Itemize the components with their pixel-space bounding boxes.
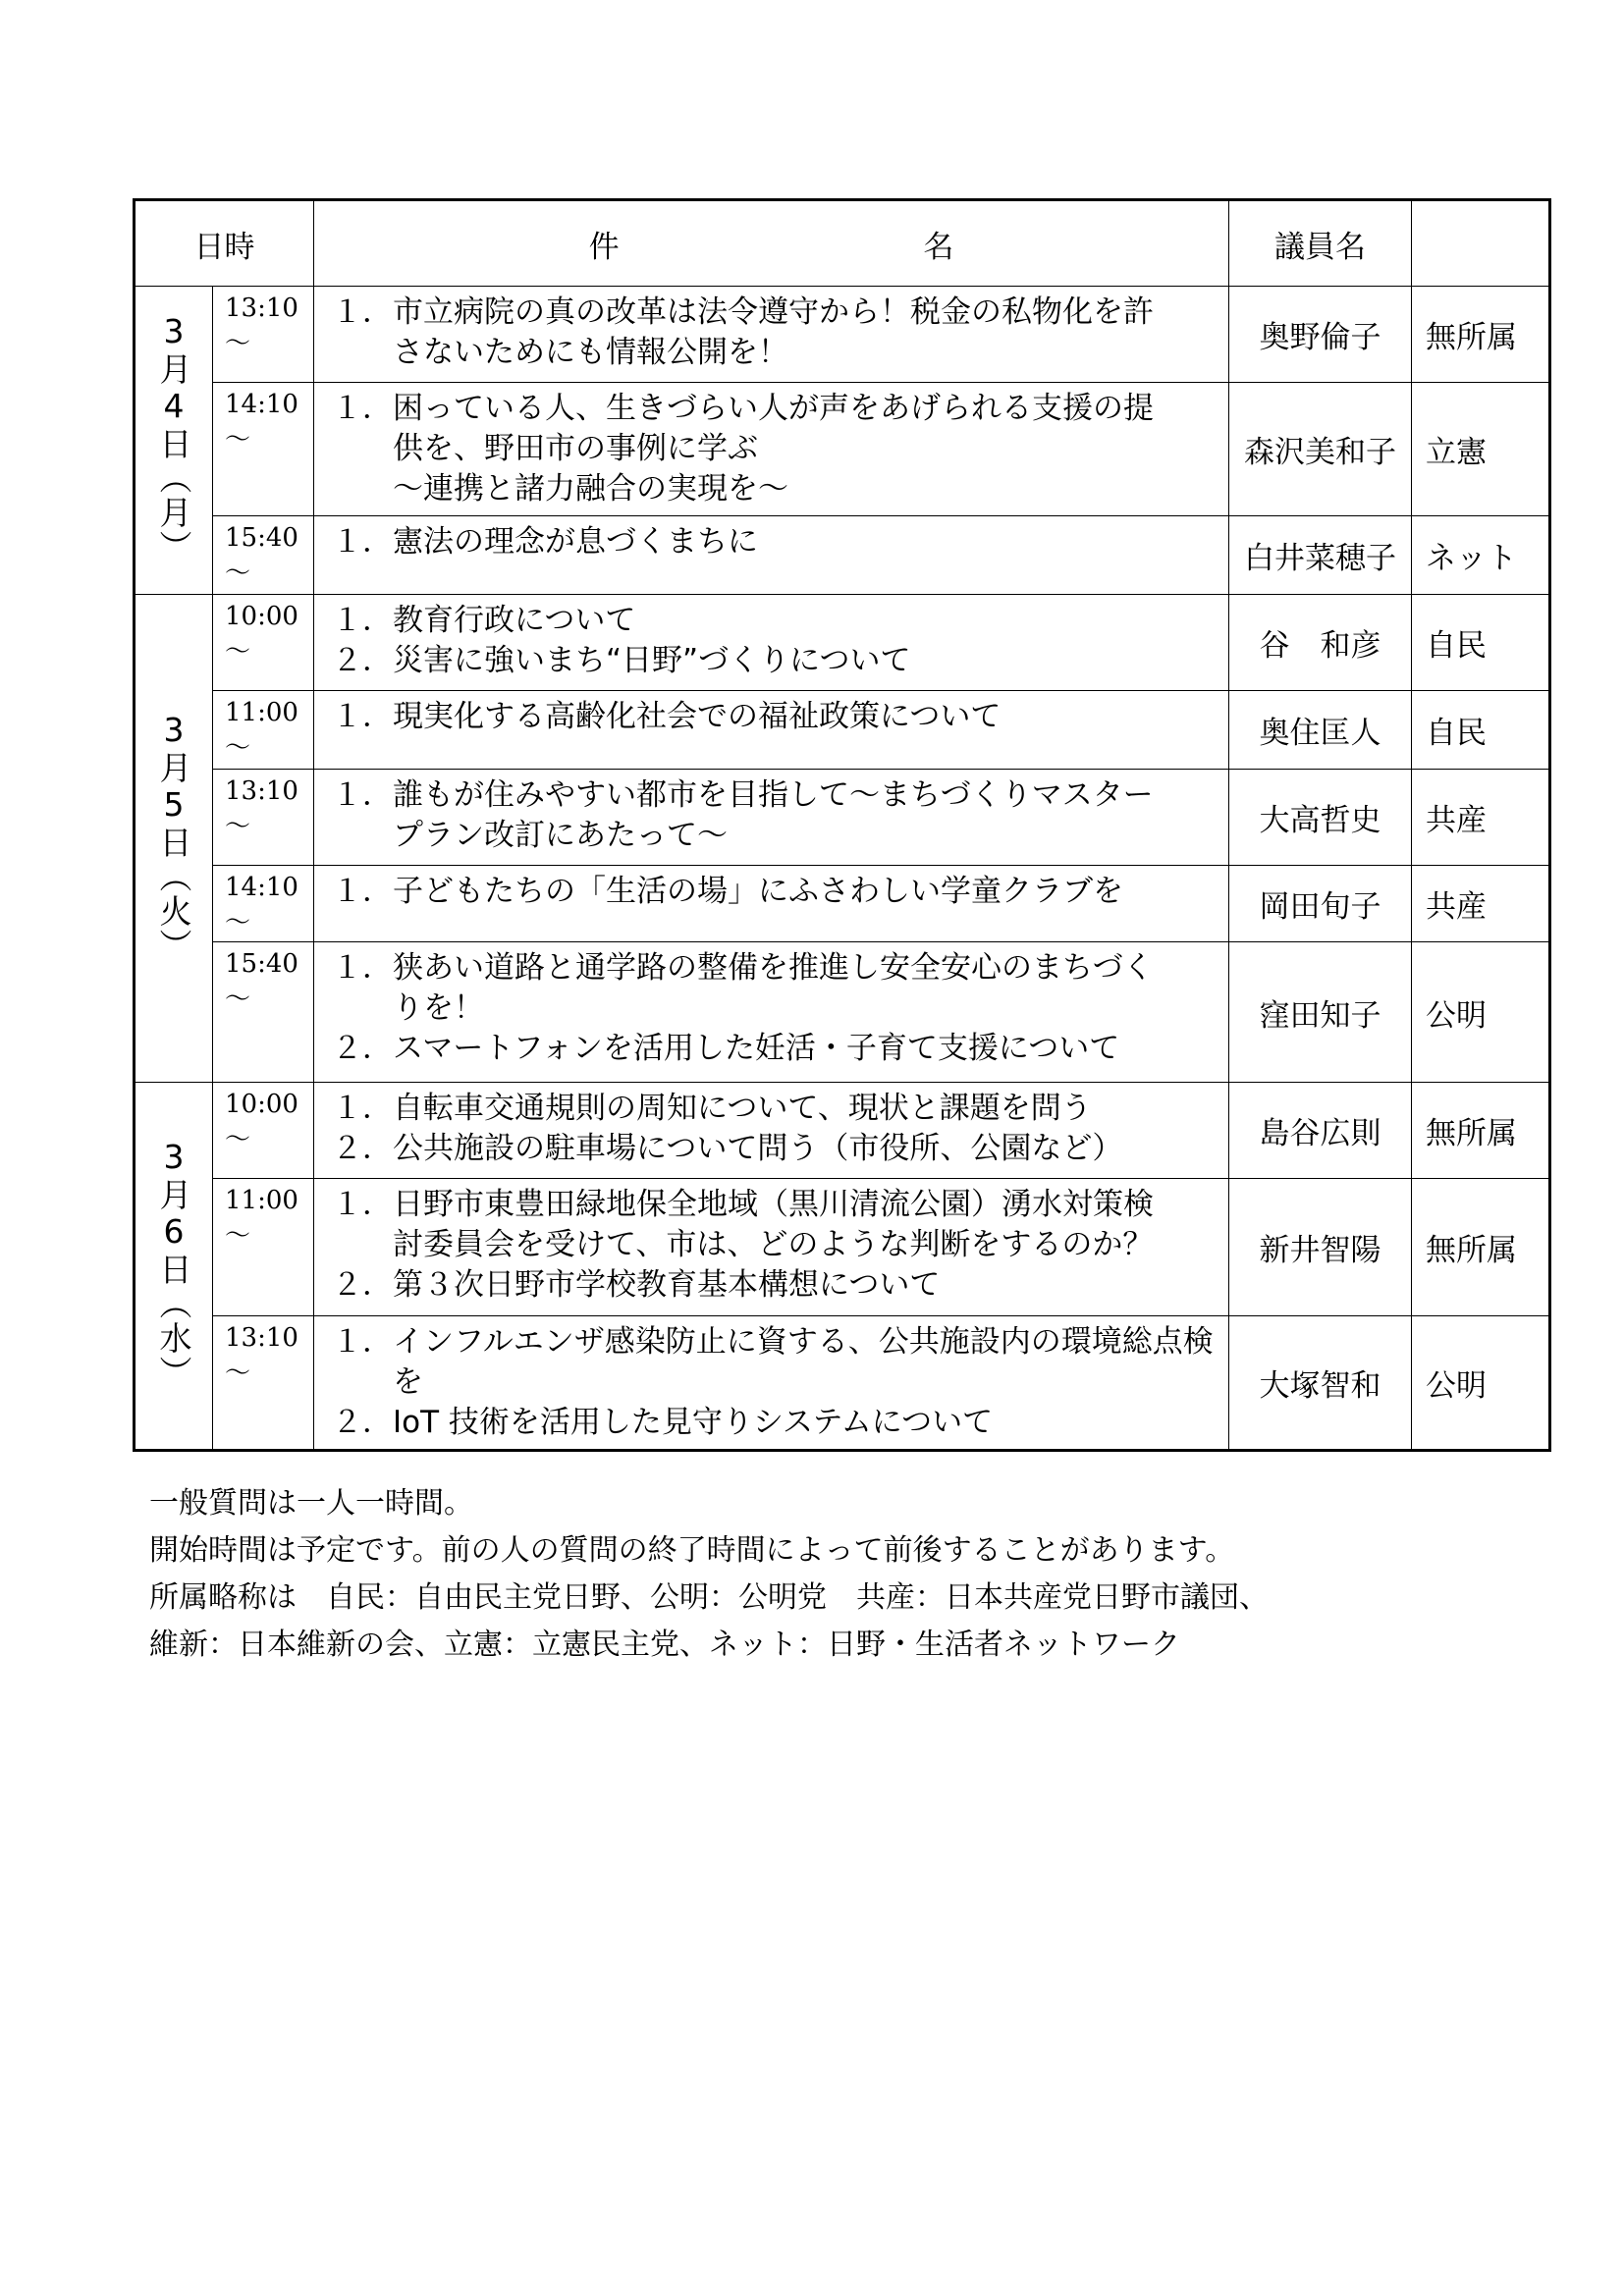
member-name: 岡田旬子 [1229,866,1412,942]
item-number: １． [332,294,393,330]
question-schedule-table [133,198,1551,1452]
time-cell [213,1083,314,1179]
time-tilde: ～ [225,329,251,358]
start-time: 10:00 [225,602,298,631]
subject-cell [314,287,1229,383]
member-name: 白井菜穂子 [1229,516,1412,595]
subject-cell [314,942,1229,1083]
member-name: 奥住匡人 [1229,691,1412,770]
member-name: 新井智陽 [1229,1179,1412,1316]
time-tilde: ～ [225,559,251,588]
item-text-line: 誰もが住みやすい都市を目指して～まちづくりマスター [393,777,1154,813]
table-row [135,1316,1550,1451]
table-row [135,595,1550,691]
party-name: 無所属 [1412,1179,1550,1316]
item-number: １． [332,391,393,426]
start-time: 11:00 [225,1186,298,1215]
question-item [332,641,1218,681]
item-number: １． [332,777,393,813]
question-item [332,1129,1218,1169]
time-tilde: ～ [225,637,251,667]
date-label: 3月5日（火） [154,710,193,963]
time-tilde: ～ [225,733,251,763]
subject-cell [314,770,1229,866]
table-row [135,691,1550,770]
item-text-line: 憲法の理念が息づくまちに [393,524,758,560]
date-cell [135,287,213,595]
note-line: 維新：日本維新の会、立憲：立憲民主党、ネット：日野・生活者ネットワーク [149,1628,1180,1662]
party-name: 無所属 [1412,1083,1550,1179]
question-item [332,775,1218,856]
item-number: ２． [332,1131,393,1166]
time-tilde: ～ [225,1359,251,1388]
party-name: 公明 [1412,1316,1550,1451]
start-time: 13:10 [225,294,298,323]
question-item [332,1185,1218,1265]
question-item [332,948,1218,1029]
note-line: 開始時間は予定です。前の人の質問の終了時間によって前後することがあります。 [149,1533,1235,1568]
item-text [393,641,1218,681]
table-row [135,516,1550,595]
start-time: 15:40 [225,523,298,553]
item-text [393,1089,1218,1129]
header-party [1412,200,1550,287]
subject-cell [314,383,1229,516]
item-number: ２． [332,1405,393,1440]
start-time: 14:10 [225,873,298,902]
item-text-line: 供を、野田市の事例に学ぶ [393,431,758,466]
date-cell [135,595,213,1083]
subject-cell [314,866,1229,942]
time-cell [213,866,314,942]
header-subject-a: 件 [588,229,620,265]
item-number: １． [332,1324,393,1360]
subject-cell [314,516,1229,595]
item-text-line: 自転車交通規則の周知について、現状と課題を問う [393,1091,1092,1126]
item-text-line: 第３次日野市学校教育基本構想について [393,1267,941,1303]
item-number: ２． [332,1267,393,1303]
time-tilde: ～ [225,985,251,1014]
time-cell [213,1179,314,1316]
member-name: 大塚智和 [1229,1316,1412,1451]
table-row [135,1179,1550,1316]
time-tilde: ～ [225,812,251,841]
time-cell [213,691,314,770]
item-text-line: 討委員会を受けて、市は、どのような判断をするのか？ [393,1227,1154,1262]
start-time: 10:00 [225,1090,298,1119]
question-item [332,1322,1218,1403]
question-item [332,872,1218,912]
question-item [332,1403,1218,1443]
time-cell [213,1316,314,1451]
member-name: 森沢美和子 [1229,383,1412,516]
header-subject [314,200,1229,287]
member-name: 窪田知子 [1229,942,1412,1083]
question-item [332,697,1218,737]
item-text [393,601,1218,641]
item-text-line: インフルエンザ感染防止に資する、公共施設内の環境総点検を [393,1324,1214,1400]
item-text [393,1265,1218,1306]
item-text [393,1029,1218,1069]
question-item [332,1029,1218,1069]
item-number: １． [332,950,393,986]
item-text-line: 市立病院の真の改革は法令遵守から！税金の私物化を許 [393,294,1154,330]
item-text [393,872,1218,912]
member-name: 奥野倫子 [1229,287,1412,383]
party-name: 自民 [1412,691,1550,770]
start-time: 15:40 [225,949,298,979]
time-tilde: ～ [225,908,251,937]
subject-cell [314,1179,1229,1316]
item-text-line: IoT 技術を活用した見守りシステムについて [393,1405,994,1440]
subject-cell [314,595,1229,691]
party-name: 自民 [1412,595,1550,691]
note-line: 所属略称は 自民：自由民主党日野、公明：公明党 共産：日本共産党日野市議団、 [149,1580,1269,1615]
question-item [332,293,1218,373]
item-number: １． [332,874,393,909]
schedule-body [135,287,1550,1451]
subject-cell [314,1316,1229,1451]
question-item [332,601,1218,641]
party-name: 無所属 [1412,287,1550,383]
header-subject-b: 名 [923,229,954,265]
table-row [135,287,1550,383]
table-header-row [135,200,1550,287]
item-text [393,389,1218,509]
table-row [135,942,1550,1083]
item-text-line: 狭あい道路と通学路の整備を推進し安全安心のまちづく [393,950,1154,986]
party-name: 共産 [1412,770,1550,866]
item-text-line: プラン改訂にあたって～ [393,818,728,853]
item-text-line: 子どもたちの「生活の場」にふさわしい学童クラブを [393,874,1123,909]
table-row [135,1083,1550,1179]
item-text [393,293,1218,373]
item-text-line: ～連携と諸力融合の実現を～ [393,471,788,507]
member-name: 大高哲史 [1229,770,1412,866]
member-name: 島谷広則 [1229,1083,1412,1179]
time-tilde: ～ [225,1221,251,1251]
item-number: ２． [332,1031,393,1066]
date-label: 3月6日（水） [154,1138,193,1390]
item-number: ２． [332,643,393,678]
start-time: 14:10 [225,390,298,419]
time-tilde: ～ [225,425,251,454]
date-cell [135,1083,213,1451]
item-number: １． [332,1091,393,1126]
item-text [393,775,1218,856]
time-cell [213,942,314,1083]
subject-cell [314,1083,1229,1179]
item-text [393,1129,1218,1169]
header-datetime: 日時 [135,200,314,287]
item-text-line: 日野市東豊田緑地保全地域（黒川清流公園）湧水対策検 [393,1187,1154,1222]
item-text [393,697,1218,737]
question-item [332,1089,1218,1129]
time-cell [213,595,314,691]
time-cell [213,770,314,866]
time-tilde: ～ [225,1125,251,1154]
start-time: 13:10 [225,1323,298,1353]
item-text [393,1403,1218,1443]
party-name: ネット [1412,516,1550,595]
party-name: 公明 [1412,942,1550,1083]
start-time: 13:10 [225,776,298,806]
subject-cell [314,691,1229,770]
table-row [135,866,1550,942]
item-text-line: 災害に強いまち“日野”づくりについて [393,643,911,678]
table-row [135,770,1550,866]
party-name: 立憲 [1412,383,1550,516]
header-member: 議員名 [1229,200,1412,287]
item-text-line: さないためにも情報公開を！ [393,335,788,370]
item-text [393,1322,1218,1403]
time-cell [213,383,314,516]
date-label: 3月4日（月） [154,312,193,564]
table-row [135,383,1550,516]
item-text-line: りを！ [393,990,484,1026]
start-time: 11:00 [225,698,298,727]
item-text [393,522,1218,562]
item-text [393,1185,1218,1265]
time-cell [213,516,314,595]
item-number: １． [332,699,393,734]
item-text-line: 現実化する高齢化社会での福祉政策について [393,699,1001,734]
item-number: １． [332,603,393,638]
member-name: 谷 和彦 [1229,595,1412,691]
item-text [393,948,1218,1029]
item-text-line: 教育行政について [393,603,636,638]
footnotes [149,1480,1269,1669]
item-text-line: スマートフォンを活用した妊活・子育て支援について [393,1031,1120,1066]
item-number: １． [332,524,393,560]
party-name: 共産 [1412,866,1550,942]
question-item [332,389,1218,509]
item-number: １． [332,1187,393,1222]
note-line: 一般質問は一人一時間。 [149,1486,473,1521]
question-item [332,1265,1218,1306]
item-text-line: 困っている人、生きづらい人が声をあげられる支援の提 [393,391,1154,426]
item-text-line: 公共施設の駐車場について問う（市役所、公園など） [393,1131,1123,1166]
time-cell [213,287,314,383]
question-item [332,522,1218,562]
